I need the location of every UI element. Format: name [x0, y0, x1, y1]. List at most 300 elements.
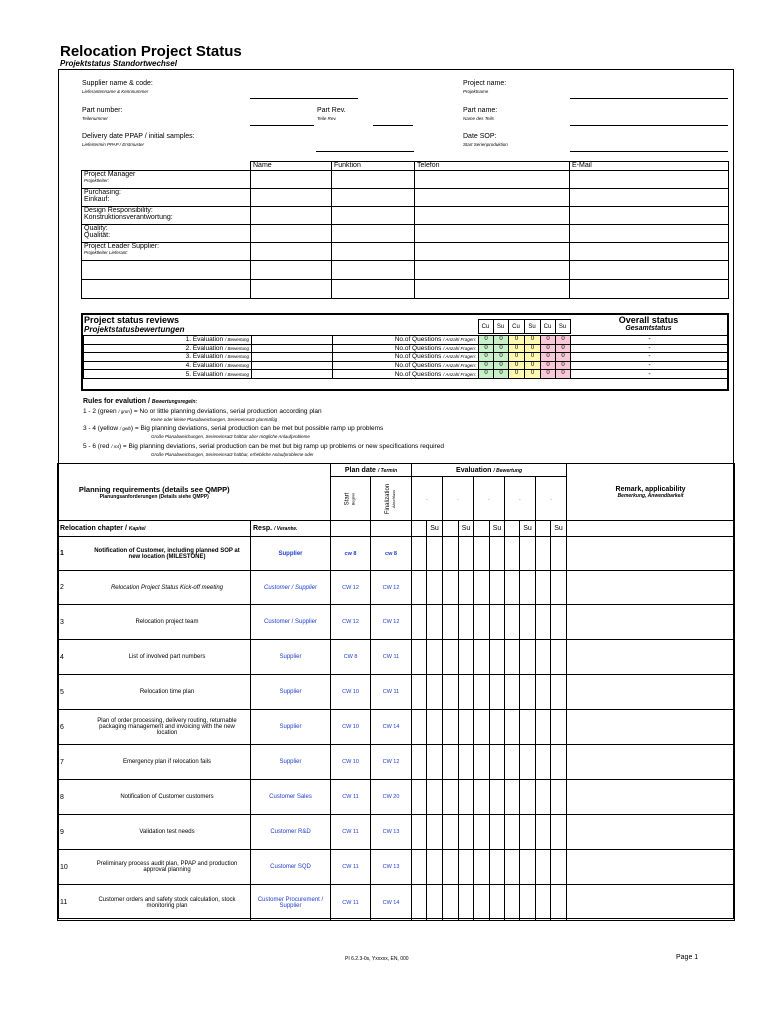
- review-col-header: Cu: [540, 320, 555, 334]
- supplier-sub: Lieferantenname & Kennnummer: [82, 89, 149, 94]
- part-number-field[interactable]: [250, 125, 314, 126]
- evaluation-cell[interactable]: [505, 571, 520, 605]
- contacts-header-email: E-Mail: [570, 162, 729, 171]
- contact-row-label: Design Responsibility: Konstruktionsverantwortung:: [82, 207, 251, 225]
- evaluation-cell[interactable]: [474, 640, 490, 675]
- contacts-header-telefon: Telefon: [415, 162, 570, 171]
- evaluation-cell[interactable]: [412, 780, 427, 815]
- review-cell[interactable]: [252, 344, 333, 353]
- evaluation-cell[interactable]: [474, 605, 490, 640]
- evaluation-cell[interactable]: [412, 885, 427, 921]
- evaluation-cell[interactable]: [474, 850, 490, 885]
- review-score-y: 0: [509, 336, 525, 345]
- review-col-header: Cu: [508, 320, 524, 334]
- eval-slot: .: [536, 477, 567, 521]
- review-row: [84, 353, 729, 362]
- review-score-r: 0: [541, 344, 556, 353]
- remark-header: Remark, applicability Bemerkung, Anwendbarkeit: [567, 464, 735, 521]
- evaluation-cell[interactable]: [412, 537, 427, 571]
- end-week: CW 13: [371, 815, 412, 850]
- reviews-title: Project status reviews: [84, 315, 180, 325]
- evaluation-cell[interactable]: [551, 780, 567, 815]
- end-week: CW 14: [371, 885, 412, 921]
- evaluation-cell[interactable]: [474, 815, 490, 850]
- evaluation-cell[interactable]: [520, 571, 536, 605]
- requirement-text: Relocation project team: [135, 619, 199, 625]
- evaluation-cell[interactable]: [490, 815, 505, 850]
- evaluation-cell[interactable]: [474, 710, 490, 745]
- contact-cell[interactable]: [251, 171, 332, 189]
- part-rev-field[interactable]: [373, 125, 413, 126]
- table-row: [58, 815, 735, 850]
- su-header: Su: [459, 521, 474, 537]
- table-row: [58, 710, 735, 745]
- contact-cell[interactable]: [82, 261, 251, 280]
- review-score-r: 0: [556, 353, 571, 362]
- contact-cell[interactable]: [332, 171, 415, 189]
- review-score-r: 0: [541, 370, 556, 379]
- evaluation-cell[interactable]: [459, 850, 474, 885]
- start-week: CW 12: [331, 571, 371, 605]
- requirement-cell: [58, 537, 251, 571]
- review-score-r: 0: [541, 353, 556, 362]
- evaluation-cell[interactable]: [412, 745, 427, 780]
- evaluation-cell[interactable]: [427, 745, 443, 780]
- evaluation-cell[interactable]: [443, 710, 459, 745]
- evaluation-cell[interactable]: [427, 710, 443, 745]
- responsible: Supplier: [251, 710, 331, 745]
- evaluation-cell[interactable]: [443, 815, 459, 850]
- row-number: 10: [60, 863, 68, 871]
- evaluation-cell[interactable]: [536, 780, 551, 815]
- page-number: Page 1: [676, 954, 699, 961]
- contact-cell[interactable]: [251, 225, 332, 243]
- table-row: [58, 885, 735, 921]
- start-week: CW 10: [331, 675, 371, 710]
- evaluation-cell[interactable]: [427, 850, 443, 885]
- evaluation-cell[interactable]: [427, 815, 443, 850]
- su-header: Su: [520, 521, 536, 537]
- contacts-table: [81, 161, 729, 299]
- evaluation-cell[interactable]: [490, 850, 505, 885]
- contact-cell[interactable]: [415, 225, 570, 243]
- table-row: [58, 640, 735, 675]
- requirement-text: Notification of Customer, including planned SOP at new location (MILESTONE): [94, 547, 240, 560]
- evaluation-cell[interactable]: [520, 605, 536, 640]
- evaluation-cell[interactable]: [551, 815, 567, 850]
- requirement-cell: [58, 675, 251, 710]
- evaluation-cell[interactable]: [505, 885, 520, 921]
- review-cell[interactable]: [252, 370, 333, 379]
- review-score-r: 0: [556, 344, 571, 353]
- evaluation-cell[interactable]: [536, 850, 551, 885]
- requirement-cell: [58, 780, 251, 815]
- contact-cell[interactable]: [251, 261, 332, 280]
- responsible: Supplier: [251, 675, 331, 710]
- requirement-cell: [58, 710, 251, 745]
- overall-status-value: -: [571, 353, 729, 362]
- evaluation-cell[interactable]: [412, 605, 427, 640]
- supplier-label: Supplier name & code:: [82, 80, 153, 87]
- contact-cell[interactable]: [332, 243, 415, 261]
- contacts-header-name: Name: [251, 162, 332, 171]
- overall-status-value: -: [571, 370, 729, 379]
- remark-cell[interactable]: [567, 885, 735, 921]
- requirement-text: Preliminary process audit plan, PPAP and production approval planning: [96, 861, 238, 873]
- review-score-y: 0: [525, 344, 541, 353]
- contact-cell[interactable]: [415, 261, 570, 280]
- review-score-r: 0: [556, 336, 571, 345]
- rule-yellow: 3 - 4 (yellow / gelb) = Big planning deviations, serial production can be met but possible ramp up problems: [83, 425, 384, 432]
- row-number: 6: [60, 723, 64, 731]
- evaluation-cell[interactable]: [412, 850, 427, 885]
- remark-cell[interactable]: [567, 745, 735, 780]
- evaluation-cell[interactable]: [520, 675, 536, 710]
- evaluation-cell[interactable]: [459, 571, 474, 605]
- requirement-cell: [58, 815, 251, 850]
- review-score-y: 0: [509, 370, 525, 379]
- planning-requirements-header: Planning requirements (details see QMPP) Planungsanforderungen (Details siehe QMPP): [58, 464, 251, 521]
- contact-cell[interactable]: [251, 207, 332, 225]
- evaluation-cell[interactable]: [443, 675, 459, 710]
- review-questions: No.of Questions / Anzahl Fragen:: [333, 336, 479, 345]
- evaluation-cell[interactable]: [551, 571, 567, 605]
- row-number: 1: [60, 550, 64, 557]
- review-score-r: 0: [556, 370, 571, 379]
- responsible: Customer / Supplier: [251, 571, 331, 605]
- contact-cell[interactable]: [415, 280, 570, 299]
- requirement-cell: [58, 885, 251, 921]
- evaluation-cell[interactable]: [490, 571, 505, 605]
- review-score-y: 0: [525, 336, 541, 345]
- review-cell[interactable]: [252, 361, 333, 370]
- evaluation-cell[interactable]: [443, 537, 459, 571]
- review-questions: No.of Questions / Anzahl Fragen:: [333, 353, 479, 362]
- evaluation-cell[interactable]: [505, 537, 520, 571]
- evaluation-cell[interactable]: [443, 885, 459, 921]
- evaluation-cell[interactable]: [536, 885, 551, 921]
- row-number: 11: [60, 899, 68, 906]
- evaluation-cell[interactable]: [443, 850, 459, 885]
- remark-cell[interactable]: [567, 780, 735, 815]
- review-col-header: Su: [555, 320, 570, 334]
- evaluation-cell[interactable]: [490, 780, 505, 815]
- contact-row-label: Project Manager Projektleiter:: [82, 171, 251, 189]
- evaluation-cell[interactable]: [490, 675, 505, 710]
- table-row: [58, 745, 735, 780]
- contact-cell[interactable]: [251, 189, 332, 207]
- su-header: Su: [551, 521, 567, 537]
- evaluation-cell[interactable]: [551, 537, 567, 571]
- start-week: CW 10: [331, 745, 371, 780]
- contact-cell[interactable]: [415, 171, 570, 189]
- review-score-g: 0: [479, 336, 494, 345]
- rule-yellow-de: Große Planabweichungen, Serieneinsatz haltbar aber mögliche Anlaufprobleme: [151, 434, 310, 439]
- evaluation-cell[interactable]: [520, 710, 536, 745]
- part-name-sub: Name des Teils: [463, 116, 494, 121]
- evaluation-cell[interactable]: [474, 780, 490, 815]
- evaluation-cell[interactable]: [505, 850, 520, 885]
- eval-slot: .: [443, 477, 474, 521]
- evaluation-cell[interactable]: [520, 885, 536, 921]
- review-score-g: 0: [479, 370, 494, 379]
- evaluation-cell[interactable]: [443, 605, 459, 640]
- project-name-field[interactable]: [570, 98, 728, 99]
- rules-title: Rules for evalution / Bewertungsregeln:: [83, 398, 198, 405]
- evaluation-cell[interactable]: [551, 885, 567, 921]
- review-col-header: Su: [493, 320, 508, 334]
- review-row: [84, 370, 729, 379]
- contact-cell[interactable]: [251, 243, 332, 261]
- evaluation-cell[interactable]: [490, 640, 505, 675]
- start-week: CW 12: [331, 605, 371, 640]
- evaluation-cell[interactable]: [427, 780, 443, 815]
- part-name-label: Part name:: [463, 107, 498, 114]
- requirement-cell: [58, 850, 251, 885]
- part-rev-sub: Teile Rev.: [317, 116, 337, 121]
- evaluation-cell[interactable]: [505, 780, 520, 815]
- contact-cell[interactable]: [332, 207, 415, 225]
- responsible: Supplier: [251, 745, 331, 780]
- project-name-label: Project name:: [463, 80, 507, 87]
- review-cell[interactable]: [252, 336, 333, 345]
- start-week: CW 8: [331, 640, 371, 675]
- evaluation-cell[interactable]: [536, 605, 551, 640]
- review-col-header: Cu: [478, 320, 493, 334]
- requirement-text: Plan of order processing, delivery routing, returnable packaging management and invoicing with the new location: [97, 718, 237, 736]
- reviews-table: [83, 335, 729, 379]
- evaluation-cell[interactable]: [427, 537, 443, 571]
- evaluation-cell[interactable]: [536, 675, 551, 710]
- contact-cell[interactable]: [251, 280, 332, 299]
- contacts-header-funktion: Funktion: [332, 162, 415, 171]
- evaluation-cell[interactable]: [551, 850, 567, 885]
- evaluation-cell[interactable]: [536, 745, 551, 780]
- evaluation-cell[interactable]: [536, 815, 551, 850]
- evaluation-cell[interactable]: [520, 745, 536, 780]
- evaluation-cell[interactable]: [490, 605, 505, 640]
- rule-green-de: Keine oder kleine Planabweichungen, Serieneinsatz planmäßig: [151, 417, 278, 422]
- review-label: 3. Evaluation / Bewertung: [84, 353, 252, 362]
- evaluation-cell[interactable]: [412, 571, 427, 605]
- evaluation-cell[interactable]: [490, 885, 505, 921]
- evaluation-cell[interactable]: [520, 780, 536, 815]
- remark-cell[interactable]: [567, 605, 735, 640]
- chapter-header: Relocation chapter / Kapitel: [58, 521, 251, 537]
- contact-cell[interactable]: [415, 243, 570, 261]
- responsible: Customer Procurement / Supplier: [251, 885, 331, 921]
- end-week: CW 12: [371, 571, 412, 605]
- overall-status-value: -: [571, 361, 729, 370]
- review-score-g: 0: [494, 353, 509, 362]
- evaluation-cell[interactable]: [459, 605, 474, 640]
- evaluation-cell[interactable]: [505, 605, 520, 640]
- end-week: CW 12: [371, 745, 412, 780]
- evaluation-cell[interactable]: [459, 815, 474, 850]
- review-score-y: 0: [525, 361, 541, 370]
- supplier-field[interactable]: [250, 98, 358, 99]
- table-row: [58, 850, 735, 885]
- date-sop-sub: Start Serienproduktion: [463, 142, 508, 147]
- finalization-header: Finalization Abschluss: [371, 477, 412, 521]
- start-week: CW 11: [331, 780, 371, 815]
- evaluation-cell[interactable]: [459, 710, 474, 745]
- evaluation-cell[interactable]: [551, 675, 567, 710]
- evaluation-cell[interactable]: [459, 780, 474, 815]
- row-number: 9: [60, 828, 64, 836]
- evaluation-cell[interactable]: [427, 571, 443, 605]
- su-header: Su: [427, 521, 443, 537]
- date-sop-field[interactable]: [570, 151, 728, 152]
- reviews-header-table: [83, 319, 571, 334]
- evaluation-cell[interactable]: [443, 640, 459, 675]
- contact-cell[interactable]: [570, 207, 729, 225]
- evaluation-cell[interactable]: [551, 605, 567, 640]
- evaluation-cell[interactable]: [536, 640, 551, 675]
- evaluation-cell[interactable]: [520, 850, 536, 885]
- evaluation-cell[interactable]: [427, 675, 443, 710]
- evaluation-cell[interactable]: [490, 537, 505, 571]
- footer-code: PI 6.2.3-0s, Yxxxxx, EN, 000: [345, 956, 409, 962]
- evaluation-cell[interactable]: [412, 640, 427, 675]
- review-score-g: 0: [479, 344, 494, 353]
- contact-cell[interactable]: [570, 243, 729, 261]
- contact-row-label: Quality: Qualität:: [82, 225, 251, 243]
- contact-cell[interactable]: [332, 189, 415, 207]
- evaluation-cell[interactable]: [412, 710, 427, 745]
- remark-cell[interactable]: [567, 815, 735, 850]
- responsible: Customer SQD: [251, 850, 331, 885]
- requirement-text: Validation test needs: [139, 829, 195, 835]
- overall-status-title: Overall status: [618, 315, 679, 325]
- remark-cell[interactable]: [567, 571, 735, 605]
- review-score-y: 0: [509, 353, 525, 362]
- evaluation-cell[interactable]: [490, 710, 505, 745]
- requirement-text: Emergency plan if relocation fails: [122, 759, 212, 765]
- evaluation-cell[interactable]: [536, 710, 551, 745]
- evaluation-cell[interactable]: [474, 675, 490, 710]
- evaluation-cell[interactable]: [459, 885, 474, 921]
- contact-cell[interactable]: [415, 189, 570, 207]
- evaluation-cell[interactable]: [427, 885, 443, 921]
- date-sop-label: Date SOP:: [463, 133, 497, 140]
- evaluation-cell[interactable]: [412, 675, 427, 710]
- start-week: CW 11: [331, 815, 371, 850]
- remark-cell[interactable]: [567, 640, 735, 675]
- evaluation-cell[interactable]: [427, 605, 443, 640]
- evaluation-cell[interactable]: [459, 537, 474, 571]
- resp-header: Resp. / Verantw.: [251, 521, 331, 537]
- responsible: Customer Sales: [251, 780, 331, 815]
- requirement-text: Relocation time plan: [139, 689, 195, 695]
- review-score-r: 0: [541, 336, 556, 345]
- evaluation-cell[interactable]: [474, 537, 490, 571]
- table-row: [58, 605, 735, 640]
- evaluation-cell[interactable]: [536, 537, 551, 571]
- contact-cell[interactable]: [570, 280, 729, 299]
- contact-cell[interactable]: [332, 280, 415, 299]
- contact-cell[interactable]: [82, 280, 251, 299]
- evaluation-cell[interactable]: [505, 745, 520, 780]
- evaluation-cell[interactable]: [505, 710, 520, 745]
- evaluation-cell[interactable]: [520, 640, 536, 675]
- review-score-y: 0: [525, 353, 541, 362]
- remark-cell[interactable]: [567, 675, 735, 710]
- evaluation-cell[interactable]: [551, 710, 567, 745]
- review-score-y: 0: [509, 344, 525, 353]
- evaluation-cell[interactable]: [412, 815, 427, 850]
- end-week: CW 14: [371, 710, 412, 745]
- overall-status-subtitle: Gesamtstatus: [625, 325, 672, 332]
- evaluation-cell[interactable]: [474, 745, 490, 780]
- review-questions: No.of Questions / Anzahl Fragen:: [333, 361, 479, 370]
- contact-row-label: Project Leader Supplier: Projektleiter Lieferant:: [82, 243, 251, 261]
- remark-cell[interactable]: [567, 850, 735, 885]
- remark-cell[interactable]: [567, 537, 735, 571]
- responsible: Customer / Supplier: [251, 605, 331, 640]
- contact-cell[interactable]: [415, 207, 570, 225]
- evaluation-cell[interactable]: [536, 571, 551, 605]
- end-week: CW 12: [371, 605, 412, 640]
- evaluation-cell[interactable]: [490, 745, 505, 780]
- project-name-sub: Projektname: [463, 89, 489, 94]
- contact-cell[interactable]: [570, 225, 729, 243]
- evaluation-cell[interactable]: [459, 675, 474, 710]
- evaluation-cell[interactable]: [551, 640, 567, 675]
- evaluation-cell[interactable]: [520, 537, 536, 571]
- evaluation-cell[interactable]: [474, 885, 490, 921]
- contact-cell[interactable]: [570, 189, 729, 207]
- evaluation-cell[interactable]: [427, 640, 443, 675]
- contact-cell[interactable]: [570, 171, 729, 189]
- review-score-g: 0: [479, 361, 494, 370]
- start-week: cw 8: [331, 537, 371, 571]
- evaluation-header: Evaluation / Bewertung: [412, 464, 567, 477]
- evaluation-cell[interactable]: [443, 780, 459, 815]
- contact-cell[interactable]: [332, 261, 415, 280]
- responsible: Customer R&D: [251, 815, 331, 850]
- evaluation-cell[interactable]: [474, 571, 490, 605]
- part-name-field[interactable]: [570, 125, 728, 126]
- contact-cell[interactable]: [332, 225, 415, 243]
- su-header: Su: [490, 521, 505, 537]
- evaluation-cell[interactable]: [443, 745, 459, 780]
- evaluation-cell[interactable]: [505, 640, 520, 675]
- rule-red-de: Große Planabweichungen, Serieneinsatz haltbar, erhebliche Anlaufprobleme oder: [151, 452, 314, 457]
- evaluation-cell[interactable]: [551, 745, 567, 780]
- review-cell[interactable]: [252, 353, 333, 362]
- contact-cell[interactable]: [570, 261, 729, 280]
- evaluation-cell[interactable]: [443, 571, 459, 605]
- overall-status-value: -: [571, 344, 729, 353]
- row-number: 7: [60, 758, 64, 766]
- row-number: 5: [60, 688, 64, 696]
- evaluation-cell[interactable]: [520, 815, 536, 850]
- evaluation-cell[interactable]: [505, 675, 520, 710]
- page-subtitle: Projektstatus Standortwechsel: [60, 59, 177, 68]
- review-score-g: 0: [494, 344, 509, 353]
- evaluation-cell[interactable]: [505, 815, 520, 850]
- row-number: 3: [60, 618, 64, 626]
- contact-row-label: Purchasing: Einkauf:: [82, 189, 251, 207]
- start-week: CW 10: [331, 710, 371, 745]
- row-number: 8: [60, 793, 64, 801]
- remark-cell[interactable]: [567, 710, 735, 745]
- delivery-field[interactable]: [316, 151, 414, 152]
- evaluation-cell[interactable]: [459, 745, 474, 780]
- start-week: CW 11: [331, 885, 371, 921]
- evaluation-cell[interactable]: [459, 640, 474, 675]
